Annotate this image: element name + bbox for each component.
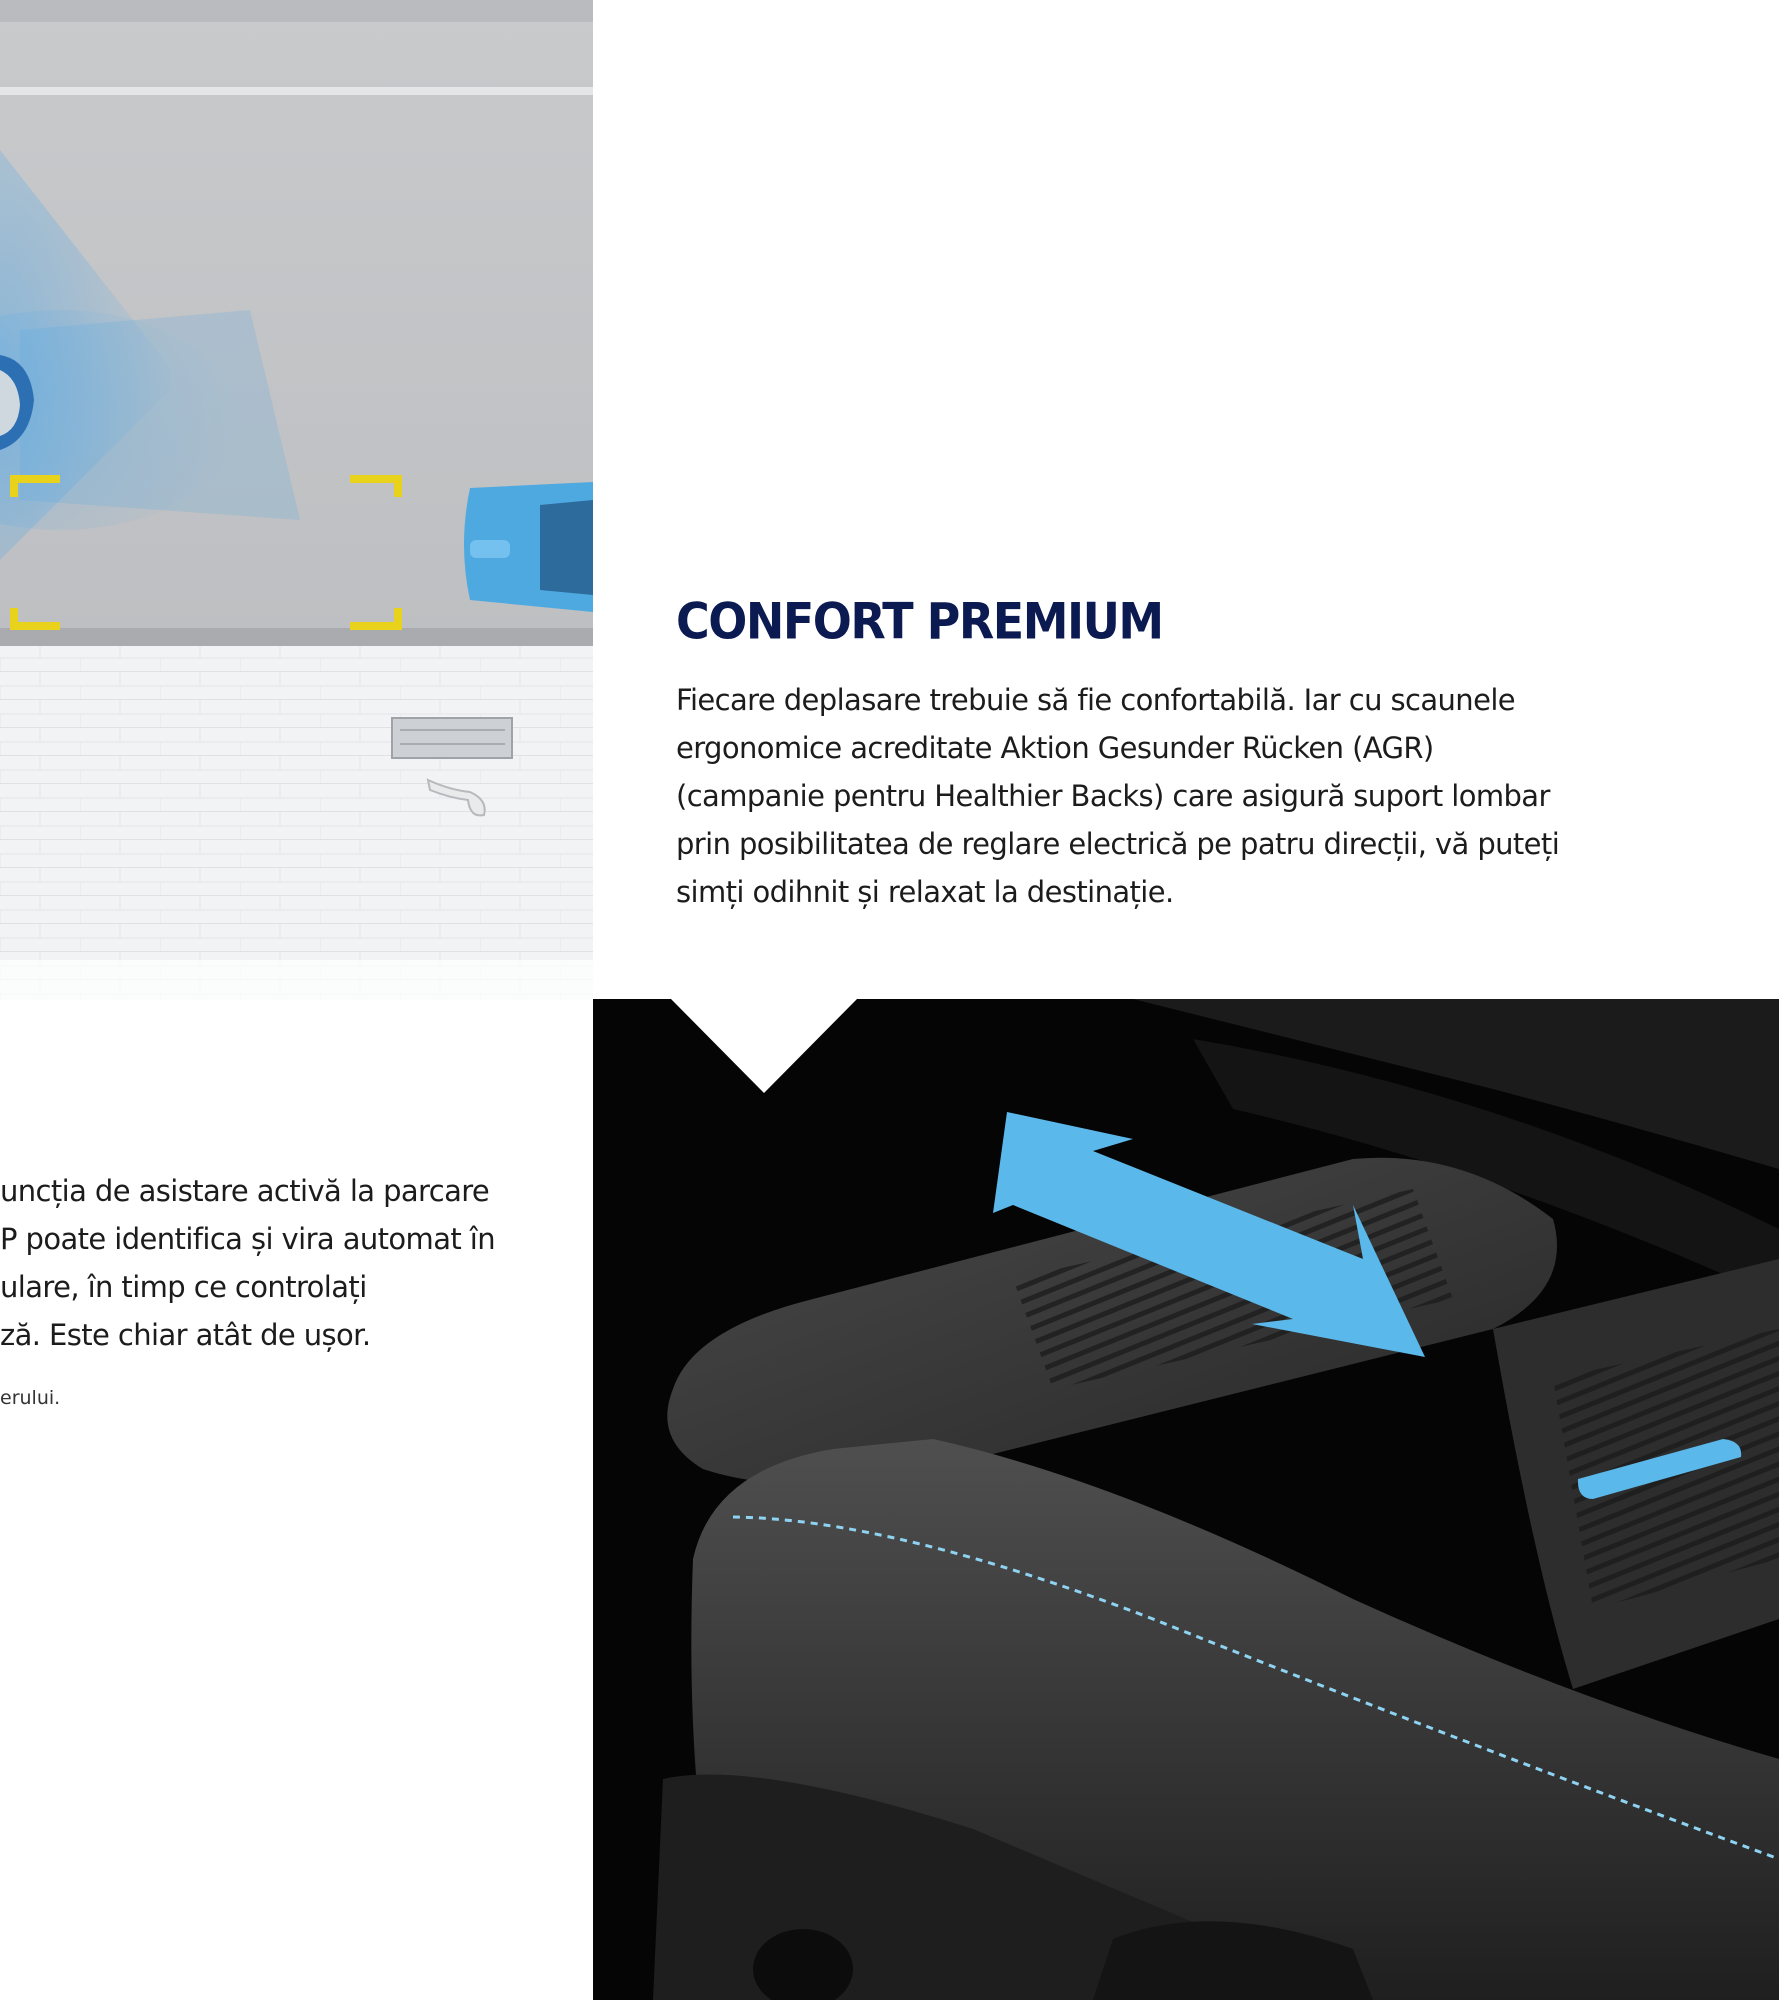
parking-assist-illustration xyxy=(0,0,593,1000)
body-line: Fiecare deplasare trebuie să fie confortabilă. Iar cu scaunele xyxy=(676,683,1516,717)
body-line: ergonomice acreditate Aktion Gesunder Rücken (AGR) xyxy=(676,731,1434,765)
seat-photo xyxy=(593,999,1779,2000)
parking-assist-body xyxy=(0,1167,560,1359)
body-line: ulare, în timp ce controlați xyxy=(0,1270,367,1304)
body-line: (campanie pentru Healthier Backs) care asigură suport lombar xyxy=(676,779,1550,813)
body-line: simți odihnit și relaxat la destinație. xyxy=(676,875,1174,909)
body-line: prin posibilitatea de reglare electrică pe patru direcții, vă puteți xyxy=(676,827,1560,861)
section-title: CONFORT PREMIUM xyxy=(676,592,1163,651)
body-line: uncția de asistare activă la parcare xyxy=(0,1174,490,1208)
body-line: ză. Este chiar atât de ușor. xyxy=(0,1318,371,1352)
body-line: P poate identifica și vira automat în xyxy=(0,1222,496,1256)
footnote: erului. xyxy=(0,1387,61,1409)
section-body xyxy=(676,676,1626,916)
